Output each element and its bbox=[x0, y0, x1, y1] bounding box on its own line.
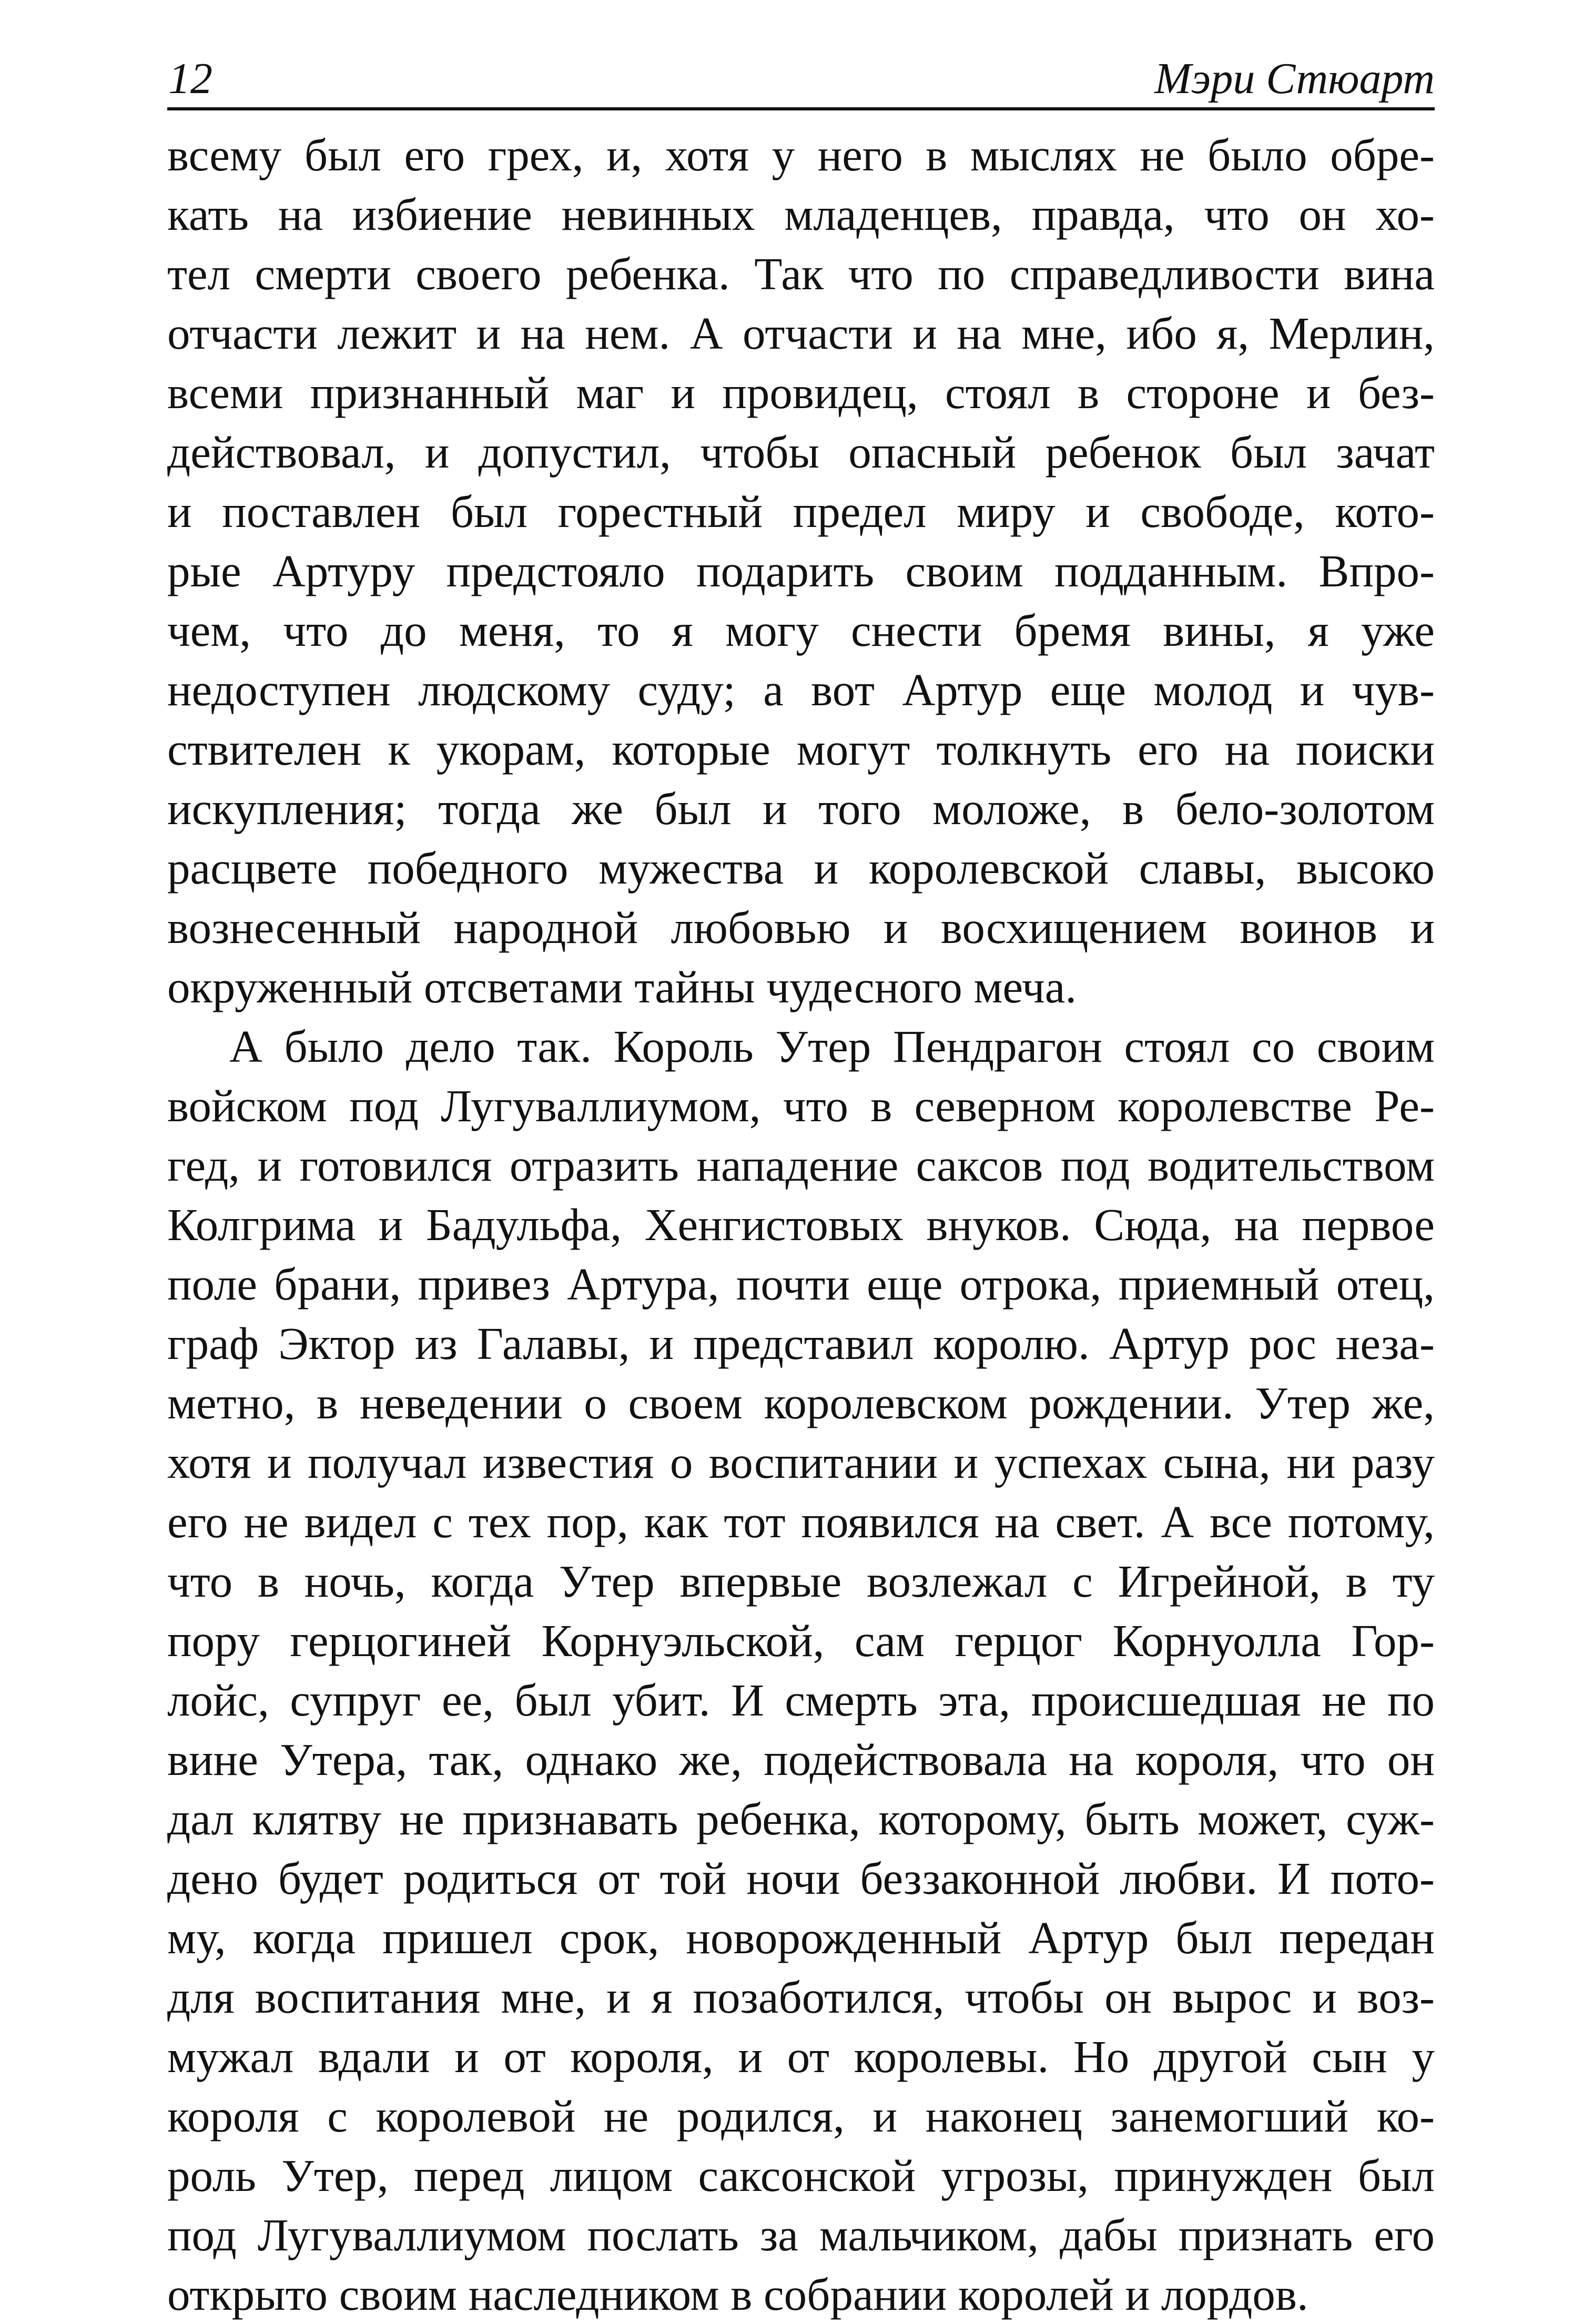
text-line: му, когда пришел срок, новорожденный Артур был передан bbox=[167, 1912, 1435, 1963]
text-line: искупления; тогда же был и того моложе, в бело-золотом bbox=[167, 783, 1435, 834]
paragraph bbox=[167, 1017, 1435, 2324]
text-line: и поставлен был горестный предел миру и свободе, кото- bbox=[167, 486, 1435, 537]
text-line: действовал, и допустил, чтобы опасный ребенок был зачат bbox=[167, 427, 1435, 478]
text-line: вознесенный народной любовью и восхищением воинов и bbox=[167, 902, 1435, 953]
text-line: тел смерти своего ребенка. Так что по справедливости вина bbox=[167, 248, 1435, 299]
text-line: окруженный отсветами тайны чудесного меча. bbox=[167, 961, 1077, 1012]
text-line: всеми признанный маг и провидец, стоял в стороне и без- bbox=[167, 367, 1435, 418]
running-header bbox=[167, 53, 1435, 110]
text-line: отчасти лежит и на нем. А отчасти и на мне, ибо я, Мерлин, bbox=[167, 308, 1435, 359]
text-line: Колгрима и Бадульфа, Хенгистовых внуков. Сюда, на первое bbox=[167, 1199, 1435, 1250]
text-line: недоступен людскому суду; а вот Артур еще молод и чув- bbox=[167, 664, 1435, 715]
text-line: дал клятву не признавать ребенка, которому, быть может, суж- bbox=[167, 1793, 1435, 1844]
text-line: роль Утер, перед лицом саксонской угрозы, принужден был bbox=[167, 2150, 1435, 2201]
text-line: метно, в неведении о своем королевском рождении. Утер же, bbox=[167, 1377, 1435, 1428]
text-line: под Лугуваллиумом послать за мальчиком, дабы признать его bbox=[167, 2209, 1435, 2260]
text-line: рые Артуру предстояло подарить своим подданным. Впро- bbox=[167, 545, 1435, 596]
running-title: Мэри Стюарт bbox=[1154, 54, 1435, 103]
text-line: граф Эктор из Галавы, и представил королю. Артур рос неза- bbox=[167, 1318, 1435, 1369]
text-line: для воспитания мне, и я позаботился, чтобы он вырос и воз- bbox=[167, 1972, 1435, 2023]
text-line: дено будет родиться от той ночи беззаконной любви. И пото- bbox=[167, 1853, 1435, 1904]
paragraph bbox=[167, 125, 1435, 1017]
text-line: вине Утера, так, однако же, подействовала на короля, что он bbox=[167, 1734, 1435, 1785]
text-line: что в ночь, когда Утер впервые возлежал с Игрейной, в ту bbox=[167, 1556, 1435, 1607]
text-line: хотя и получал известия о воспитании и успехах сына, ни разу bbox=[167, 1437, 1435, 1488]
text-line: его не видел с тех пор, как тот появился на свет. А все потому, bbox=[167, 1496, 1435, 1547]
text-line: чем, что до меня, то я могу снести бремя вины, я уже bbox=[167, 605, 1435, 656]
text-line: гед, и готовился отразить нападение саксов под водительством bbox=[167, 1140, 1435, 1191]
text-line: кать на избиение невинных младенцев, правда, что он хо- bbox=[167, 189, 1435, 240]
text-line: лойс, супруг ее, был убит. И смерть эта, происшедшая не по bbox=[167, 1675, 1435, 1726]
text-line: поле брани, привез Артура, почти еще отрока, приемный отец, bbox=[167, 1259, 1435, 1310]
text-line: всему был его грех, и, хотя у него в мыслях не было обре- bbox=[167, 129, 1435, 180]
text-line: открыто своим наследником в собрании королей и лордов. bbox=[167, 2269, 1308, 2320]
text-line: пору герцогиней Корнуэльской, сам герцог Корнуолла Гор- bbox=[167, 1615, 1435, 1666]
text-line: короля с королевой не родился, и наконец занемогший ко- bbox=[167, 2090, 1435, 2142]
text-line: войском под Лугуваллиумом, что в северном королевстве Ре- bbox=[167, 1080, 1435, 1131]
page-number: 12 bbox=[168, 54, 212, 103]
text-line: А было дело так. Король Утер Пендрагон стоял со своим bbox=[229, 1021, 1435, 1072]
text-line: мужал вдали и от короля, и от королевы. Но другой сын у bbox=[167, 2031, 1435, 2082]
text-line: ствителен к укорам, которые могут толкнуть его на поиски bbox=[167, 724, 1435, 775]
book-text bbox=[167, 125, 1435, 2324]
text-line: расцвете победного мужества и королевской славы, высоко bbox=[167, 843, 1435, 894]
